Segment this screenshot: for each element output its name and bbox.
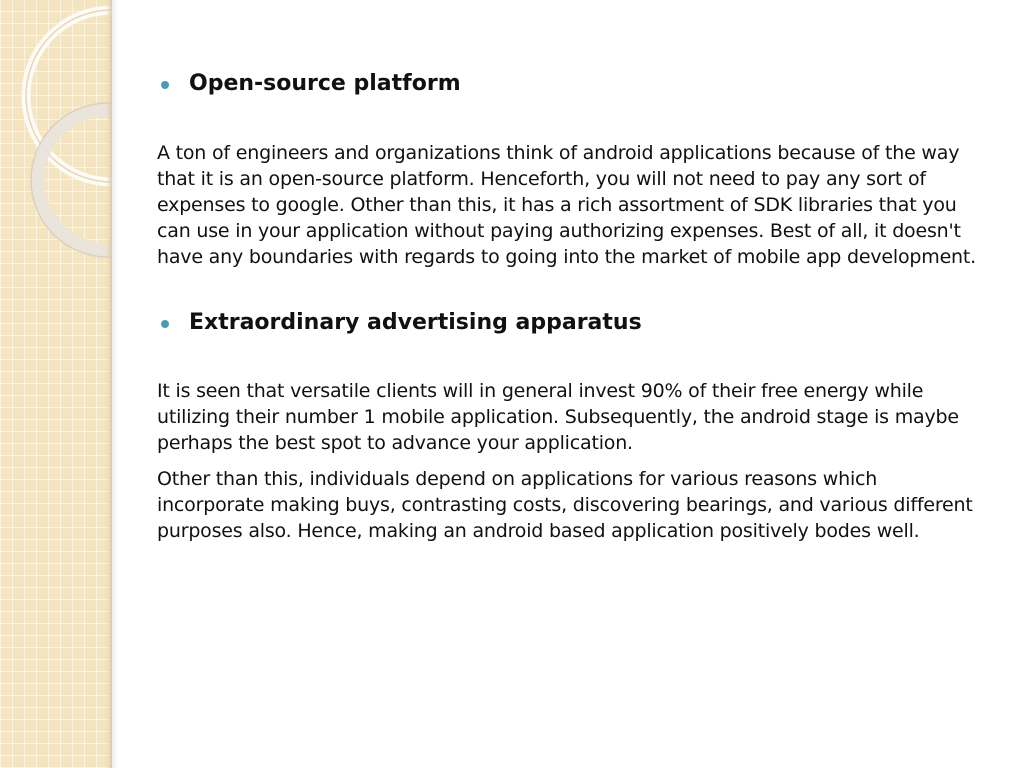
- side-panel-shadow: [112, 0, 118, 768]
- paragraph-open-source: A ton of engineers and organizations think of android applications because of the way that it is an open-source platform. Henceforth, you will not need to pay any sort of expenses to google. Other than this, it has a rich assortment of SDK libraries that you can use in your application without paying authorizing expenses. Best of all, it doesn't have any boundaries with regards to going into the market of mobile app development.: [157, 142, 976, 268]
- bullet-dot-icon: [161, 81, 169, 89]
- decorative-side-panel: [0, 0, 112, 768]
- slide-content: [157, 68, 987, 544]
- bullet-heading: [157, 68, 987, 100]
- paragraph-advertising-2: Other than this, individuals depend on applications for various reasons which incorporate making buys, contrasting costs, discovering bearings, and various different purposes also. Hence, making an android based application positively bodes well.: [157, 468, 973, 542]
- bullet-heading: [157, 307, 987, 339]
- heading-open-source: Open-source platform: [189, 71, 461, 96]
- paragraph-advertising-1: It is seen that versatile clients will in general invest 90% of their free energy while utilizing their number 1 mobile application. Subsequently, the android stage is maybe perhaps the best spot to advance your application.: [157, 380, 959, 454]
- bullet-dot-icon: [161, 320, 169, 328]
- decorative-rings-icon: [0, 0, 112, 320]
- heading-advertising: Extraordinary advertising apparatus: [189, 310, 642, 335]
